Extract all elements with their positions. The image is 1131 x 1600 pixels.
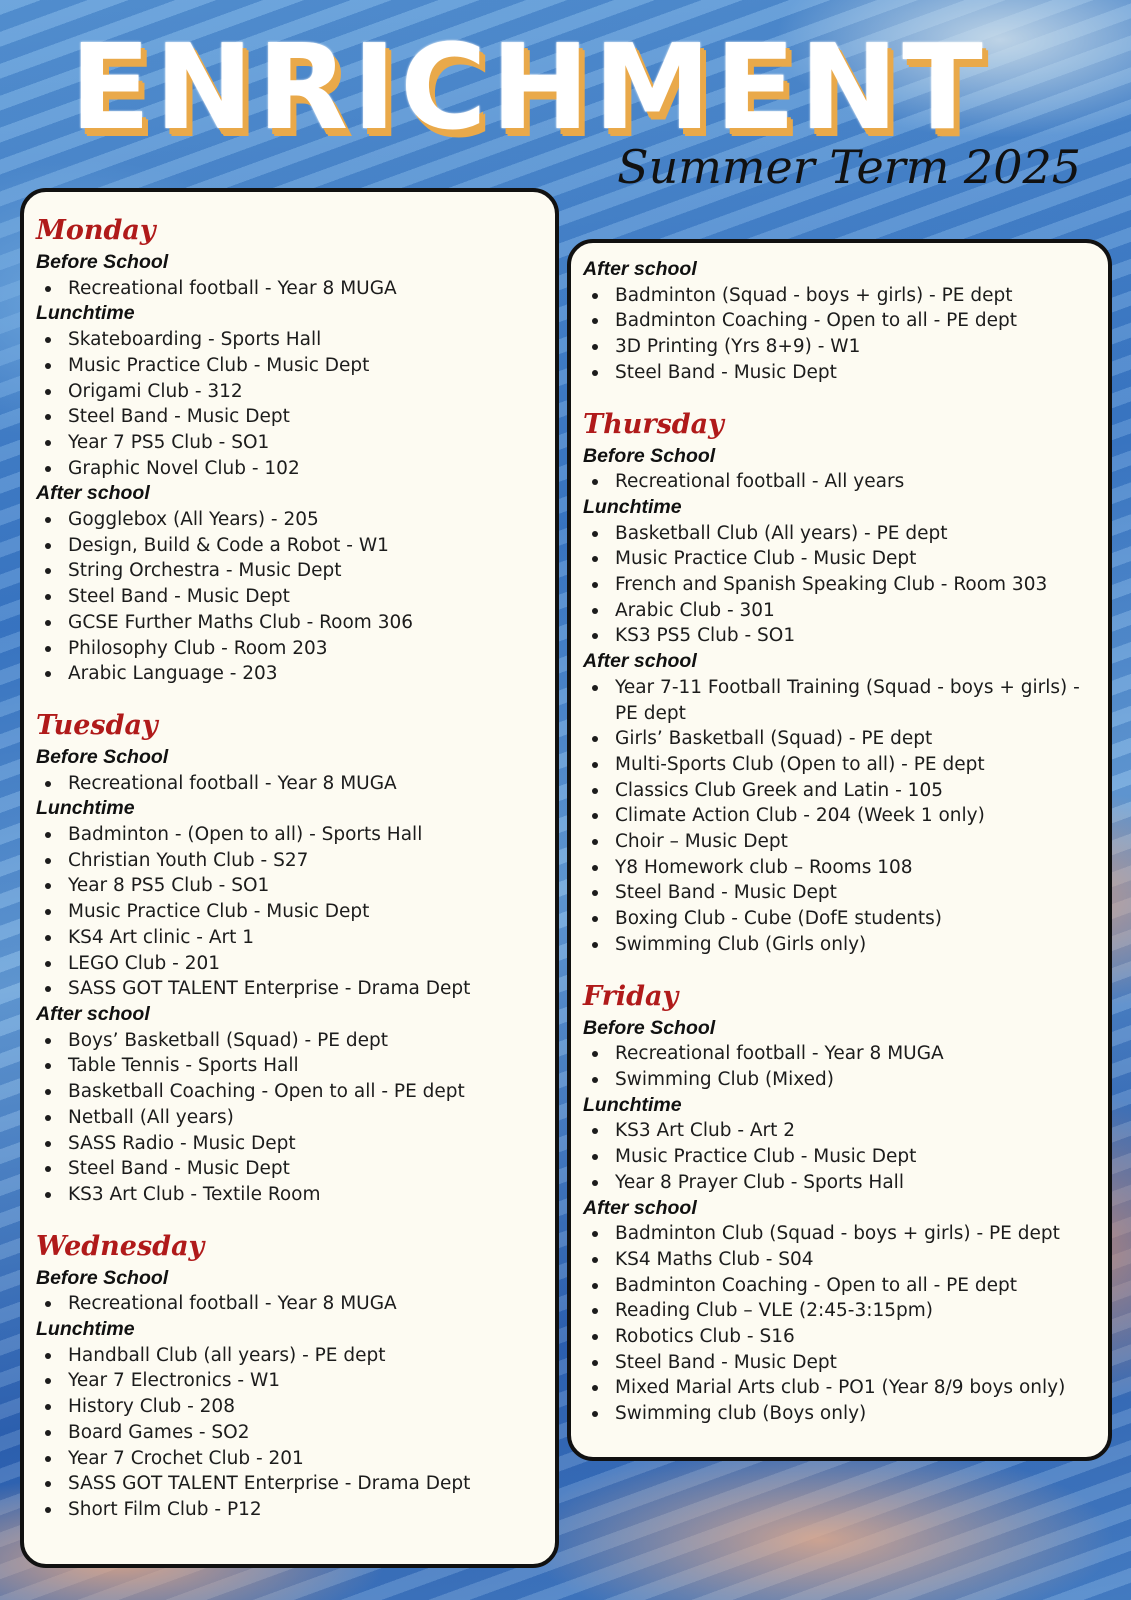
activity-item: Steel Band - Music Dept	[615, 360, 1098, 386]
activity-item: KS4 Maths Club - S04	[615, 1247, 1098, 1273]
left-schedule-panel	[20, 188, 559, 1568]
day-section-thursday	[581, 408, 1098, 958]
activity-item: Y8 Homework club – Rooms 108	[615, 855, 1098, 881]
activity-list	[34, 822, 545, 1002]
day-section-wednesday	[34, 1230, 545, 1523]
activity-item: Steel Band - Music Dept	[615, 1350, 1098, 1376]
activity-item: Year 7 PS5 Club - SO1	[68, 430, 545, 456]
activity-item: Year 7-11 Football Training (Squad - boys + girls) - PE dept	[615, 675, 1098, 726]
session-label: After school	[36, 482, 150, 505]
activity-item: KS3 Art Club - Art 2	[615, 1118, 1098, 1144]
activity-item: KS4 Art clinic - Art 1	[68, 925, 545, 951]
activity-item: History Club - 208	[68, 1394, 545, 1420]
right-schedule-panel	[567, 239, 1112, 1461]
activity-list	[581, 469, 1098, 495]
activity-item: SASS GOT TALENT Enterprise - Drama Dept	[68, 976, 545, 1002]
activity-item: KS3 Art Club - Textile Room	[68, 1182, 545, 1208]
activity-item: Philosophy Club - Room 203	[68, 636, 545, 662]
session-label: Lunchtime	[583, 495, 682, 518]
session-label: Before School	[36, 251, 169, 273]
activity-item: Board Games - SO2	[68, 1420, 545, 1446]
day-heading: Tuesday	[36, 709, 158, 741]
activity-list	[34, 1343, 545, 1523]
activity-item: French and Spanish Speaking Club - Room 303	[615, 572, 1098, 598]
day-section-friday	[581, 980, 1098, 1427]
activity-item: Handball Club (all years) - PE dept	[68, 1343, 545, 1369]
activity-item: Swimming club (Boys only)	[615, 1401, 1098, 1427]
activity-item: Skateboarding - Sports Hall	[68, 327, 545, 353]
day-heading: Wednesday	[36, 1230, 205, 1262]
activity-item: Origami Club - 312	[68, 379, 545, 405]
activity-list	[581, 1041, 1098, 1092]
activity-list	[581, 1221, 1098, 1427]
activity-list	[34, 771, 545, 797]
session-label: Before School	[583, 1016, 716, 1039]
activity-item: Choir – Music Dept	[615, 829, 1098, 855]
day-heading: Monday	[36, 215, 156, 246]
activity-item: Christian Youth Club - S27	[68, 848, 545, 874]
activity-list	[581, 283, 1098, 386]
activity-item: Gogglebox (All Years) - 205	[68, 507, 545, 533]
term-subtitle: Summer Term 2025	[617, 140, 1081, 194]
activity-list	[581, 521, 1098, 650]
session-label: After school	[36, 1002, 150, 1025]
activity-item: SASS GOT TALENT Enterprise - Drama Dept	[68, 1471, 545, 1497]
session-label: After school	[583, 1196, 697, 1219]
activity-list	[34, 1028, 545, 1208]
activity-item: Boys’ Basketball (Squad) - PE dept	[68, 1028, 545, 1054]
session-label: Lunchtime	[583, 1093, 682, 1116]
activity-item: Recreational football - Year 8 MUGA	[615, 1041, 1098, 1067]
activity-item: Badminton Club (Squad - boys + girls) - PE dept	[615, 1221, 1098, 1247]
activity-item: Recreational football - Year 8 MUGA	[68, 771, 545, 797]
activity-item: Classics Club Greek and Latin - 105	[615, 778, 1098, 804]
activity-item: Music Practice Club - Music Dept	[615, 546, 1098, 572]
day-section-continued	[581, 257, 1098, 386]
activity-item: Steel Band - Music Dept	[615, 880, 1098, 906]
activity-item: Mixed Marial Arts club - PO1 (Year 8/9 boys only)	[615, 1375, 1098, 1401]
activity-item: Swimming Club (Girls only)	[615, 932, 1098, 958]
activity-item: Music Practice Club - Music Dept	[615, 1144, 1098, 1170]
activity-item: Boxing Club - Cube (DofE students)	[615, 906, 1098, 932]
activity-item: Basketball Club (All years) - PE dept	[615, 521, 1098, 547]
activity-item: Recreational football - Year 8 MUGA	[68, 1291, 545, 1317]
activity-item: Swimming Club (Mixed)	[615, 1067, 1098, 1093]
activity-item: Arabic Club - 301	[615, 598, 1098, 624]
activity-item: Year 7 Electronics - W1	[68, 1368, 545, 1394]
day-section-tuesday	[34, 709, 545, 1208]
activity-item: Multi-Sports Club (Open to all) - PE dept	[615, 752, 1098, 778]
activity-item: Steel Band - Music Dept	[68, 1156, 545, 1182]
day-section-monday	[34, 214, 545, 687]
session-label: Lunchtime	[36, 797, 135, 820]
activity-item: Recreational football - All years	[615, 469, 1098, 495]
activity-item: Design, Build & Code a Robot - W1	[68, 533, 545, 559]
activity-item: Short Film Club - P12	[68, 1497, 545, 1523]
activity-item: Girls’ Basketball (Squad) - PE dept	[615, 726, 1098, 752]
activity-item: KS3 PS5 Club - SO1	[615, 623, 1098, 649]
activity-item: Badminton Coaching - Open to all - PE dept	[615, 308, 1098, 334]
activity-list	[34, 276, 545, 302]
page-title: ENRICHMENT	[70, 18, 987, 156]
session-label: Before School	[36, 745, 169, 768]
activity-item: SASS Radio - Music Dept	[68, 1131, 545, 1157]
activity-item: Climate Action Club - 204 (Week 1 only)	[615, 803, 1098, 829]
activity-list	[34, 327, 545, 481]
activity-item: Netball (All years)	[68, 1105, 545, 1131]
activity-item: String Orchestra - Music Dept	[68, 558, 545, 584]
activity-item: Steel Band - Music Dept	[68, 584, 545, 610]
activity-item: LEGO Club - 201	[68, 951, 545, 977]
activity-item: Robotics Club - S16	[615, 1324, 1098, 1350]
activity-item: GCSE Further Maths Club - Room 306	[68, 610, 545, 636]
activity-item: Reading Club – VLE (2:45-3:15pm)	[615, 1298, 1098, 1324]
session-label: After school	[583, 650, 697, 673]
session-label: Lunchtime	[36, 1318, 135, 1341]
session-label: Before School	[583, 444, 716, 467]
activity-item: Year 7 Crochet Club - 201	[68, 1446, 545, 1472]
activity-item: Year 8 Prayer Club - Sports Hall	[615, 1170, 1098, 1196]
activity-item: Music Practice Club - Music Dept	[68, 353, 545, 379]
activity-list	[581, 675, 1098, 958]
activity-item: Badminton Coaching - Open to all - PE dept	[615, 1273, 1098, 1299]
session-label: After school	[583, 258, 697, 280]
activity-item: Table Tennis - Sports Hall	[68, 1053, 545, 1079]
activity-item: Badminton (Squad - boys + girls) - PE dept	[615, 283, 1098, 309]
activity-item: Arabic Language - 203	[68, 661, 545, 687]
activity-item: 3D Printing (Yrs 8+9) - W1	[615, 334, 1098, 360]
session-label: Before School	[36, 1266, 169, 1289]
activity-item: Music Practice Club - Music Dept	[68, 899, 545, 925]
activity-item: Graphic Novel Club - 102	[68, 456, 545, 482]
session-label: Lunchtime	[36, 302, 135, 325]
activity-item: Steel Band - Music Dept	[68, 404, 545, 430]
activity-item: Badminton - (Open to all) - Sports Hall	[68, 822, 545, 848]
activity-list	[34, 507, 545, 687]
day-heading: Friday	[583, 980, 679, 1012]
activity-item: Recreational football - Year 8 MUGA	[68, 276, 545, 302]
day-heading: Thursday	[583, 408, 724, 440]
activity-list	[581, 1118, 1098, 1195]
activity-list	[34, 1291, 545, 1317]
activity-item: Basketball Coaching - Open to all - PE dept	[68, 1079, 545, 1105]
activity-item: Year 8 PS5 Club - SO1	[68, 873, 545, 899]
